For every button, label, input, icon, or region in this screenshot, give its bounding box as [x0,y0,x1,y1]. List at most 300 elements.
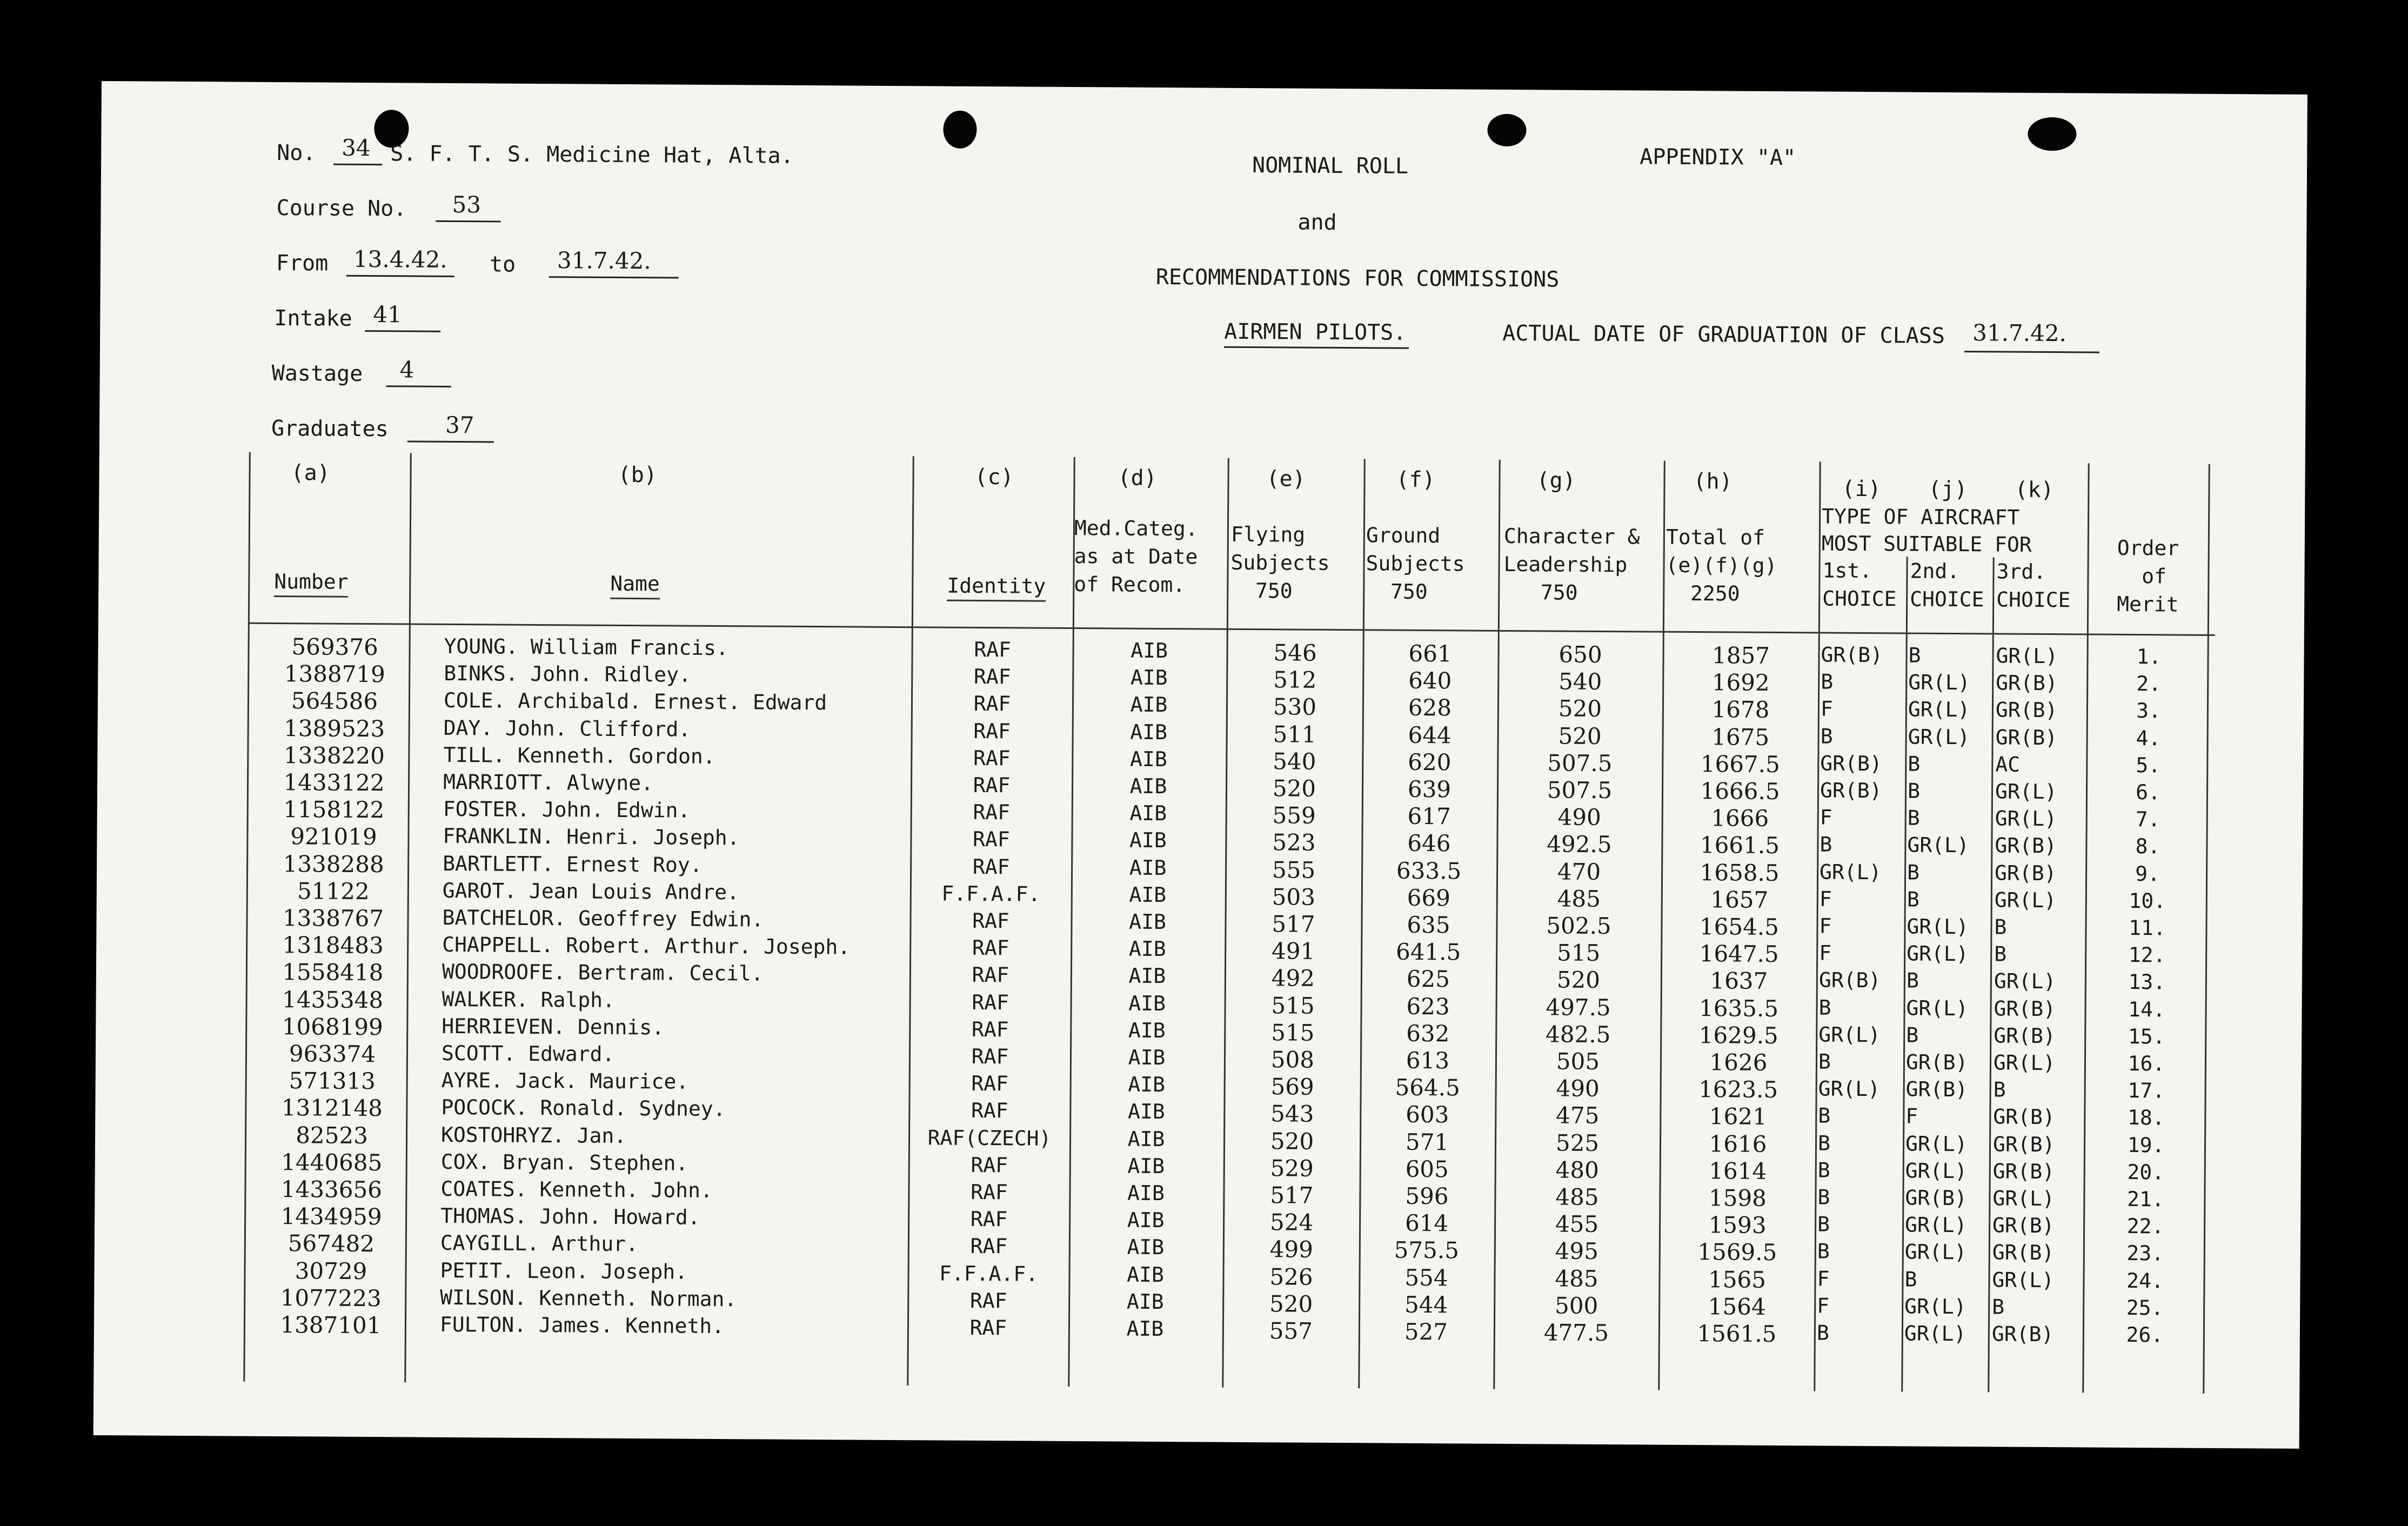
cell-med-category: AIB [1129,801,1167,826]
cell-flying: 540 [1273,748,1316,775]
cell-order-of-merit: 13. [2128,970,2166,994]
cell-second-choice: B [1908,643,1921,667]
cell-third-choice: GR(L) [1995,806,2057,831]
cell-order-of-merit: 25. [2126,1295,2164,1320]
cell-first-choice: F [1820,805,1832,829]
header-ground-subjects: Ground Subjects 750 [1366,523,1465,604]
cell-ground: 669 [1407,884,1451,912]
cell-total: 1629.5 [1698,1021,1778,1049]
cell-flying: 491 [1271,938,1315,965]
cell-second-choice: GR(L) [1908,725,1970,749]
cell-identity: RAF [971,1099,1008,1123]
cell-med-category: AIB [1127,1181,1165,1206]
cell-number: 569376 [291,633,378,661]
header-flying-subjects: Flying Subjects 750 [1230,522,1330,603]
cell-order-of-merit: 15. [2128,1024,2165,1049]
cell-number: 1433656 [280,1176,383,1203]
cell-ground: 596 [1405,1182,1449,1210]
cell-second-choice: B [1907,887,1919,912]
cell-number: 1158122 [283,796,385,824]
cell-second-choice: GR(L) [1904,1294,1966,1318]
cell-first-choice: GR(B) [1820,751,1882,775]
cell-identity: F.F.A.F. [939,1261,1039,1286]
cell-flying: 520 [1272,775,1316,802]
cell-flying: 517 [1270,1182,1314,1209]
cell-med-category: AIB [1129,909,1166,934]
cell-total: 1561.5 [1697,1320,1777,1347]
cell-identity: RAF [972,963,1009,987]
cell-identity: RAF [971,1153,1008,1177]
cell-identity: RAF(CZECH) [927,1125,1052,1150]
cell-identity: RAF [972,827,1010,852]
col-letter-h: (h) [1693,469,1733,494]
cell-first-choice: F [1820,697,1833,721]
cell-total: 1678 [1711,696,1770,724]
cell-total: 1658.5 [1700,859,1780,886]
cell-order-of-merit: 7. [2135,807,2160,832]
cell-third-choice: GR(B) [1996,671,2058,695]
cell-first-choice: B [1820,724,1833,748]
cell-med-category: AIB [1128,1018,1166,1042]
cell-first-choice: B [1818,1103,1831,1128]
cell-identity: RAF [971,1044,1009,1069]
cell-third-choice: GR(B) [1992,1240,2055,1265]
cell-third-choice: GR(L) [1994,969,2056,994]
cell-number: 1077223 [280,1284,382,1312]
cell-order-of-merit: 17. [2128,1079,2165,1103]
cell-number: 963374 [289,1040,376,1068]
cell-second-choice: GR(L) [1905,1159,1968,1183]
cell-number: 1068199 [282,1013,383,1041]
cell-character: 525 [1555,1129,1600,1156]
cell-flying: 503 [1272,884,1316,911]
header-name: Name [610,570,660,600]
cell-number: 30729 [295,1257,367,1284]
cell-character: 515 [1556,939,1601,967]
cell-identity: RAF [970,1207,1008,1231]
cell-first-choice: B [1817,1239,1830,1263]
col-letter-j: (j) [1928,477,1968,503]
cell-name: COATES. Kenneth. John. [440,1176,713,1202]
cell-order-of-merit: 16. [2128,1051,2165,1076]
cell-name: DAY. John. Clifford. [443,715,691,741]
cell-identity: RAF [969,1315,1007,1340]
cell-character: 485 [1557,885,1601,912]
cell-first-choice: GR(B) [1820,778,1882,803]
intake-value: 41 [373,301,402,328]
cell-med-category: AIB [1127,1262,1164,1287]
cell-total: 1565 [1708,1266,1767,1293]
col-letter-e: (e) [1266,466,1306,492]
from-value: 13.4.42. [353,245,447,273]
cell-identity: RAF [972,936,1009,960]
cell-first-choice: B [1818,1049,1831,1074]
cell-ground: 620 [1408,748,1452,776]
cell-order-of-merit: 5. [2136,753,2161,778]
cell-name: SCOTT. Edward. [441,1041,615,1066]
wastage-label: Wastage [271,360,363,386]
cell-flying: 559 [1272,802,1316,829]
cell-second-choice: GR(L) [1904,1321,1966,1346]
cell-total: 1614 [1709,1157,1767,1184]
ink-blot [1487,114,1526,146]
cell-second-choice: B [1904,1267,1917,1291]
no-label: No. [277,140,316,166]
no-value: 34 [342,134,371,162]
col-letter-c: (c) [974,464,1014,490]
cell-third-choice: B [1992,1295,2005,1319]
cell-second-choice: F [1905,1104,1918,1128]
cell-flying: 517 [1272,911,1315,938]
to-underline [549,276,679,278]
cell-name: KOSTOHRYZ. Jan. [440,1122,627,1148]
col-letter-k: (k) [2015,477,2054,503]
cell-third-choice: GR(L) [1993,1050,2056,1075]
cell-med-category: AIB [1127,1154,1165,1178]
header-first-choice: 1st. CHOICE [1822,558,1897,611]
cell-number: 564586 [291,687,378,715]
cell-flying: 526 [1269,1263,1313,1290]
cell-second-choice: GR(L) [1907,833,1969,858]
cell-character: 477.5 [1543,1319,1609,1347]
cell-flying: 492 [1271,965,1315,992]
header-order-of-merit: Order of Merit [2117,536,2179,617]
col-letter-b: (b) [618,462,657,488]
cell-second-choice: GR(L) [1907,914,1969,939]
header-second-choice: 2nd. CHOICE [1910,559,1984,612]
cell-third-choice: AC [1995,752,2021,777]
cell-second-choice: B [1907,806,1920,830]
cell-number: 1435348 [282,986,384,1013]
cell-number: 82523 [296,1121,369,1149]
cell-name: WALKER. Ralph. [442,987,616,1012]
cell-order-of-merit: 11. [2129,915,2166,940]
ink-blot [2028,117,2076,151]
wastage-underline [386,385,451,387]
cell-second-choice: B [1906,968,1919,993]
appendix-label: APPENDIX "A" [1640,144,1796,171]
cell-ground: 613 [1406,1047,1450,1074]
cell-total: 1635.5 [1698,994,1779,1022]
airmen-pilots-underline [1224,346,1409,349]
cell-number: 1433122 [283,769,385,797]
cell-identity: RAF [972,854,1010,879]
cell-order-of-merit: 21. [2126,1187,2164,1212]
cell-med-category: AIB [1129,774,1167,799]
cell-total: 1657 [1710,886,1769,913]
cell-ground: 614 [1404,1209,1449,1237]
cell-name: WILSON. Kenneth. Norman. [440,1285,737,1311]
cell-character: 470 [1557,858,1601,885]
intake-underline [365,330,440,332]
cell-ground: 603 [1406,1101,1449,1128]
cell-order-of-merit: 23. [2126,1241,2164,1266]
cell-identity: RAF [973,719,1011,743]
cell-character: 482.5 [1546,1021,1611,1048]
cell-total: 1666 [1711,805,1769,832]
cell-second-choice: GR(L) [1908,697,1970,722]
title-airmen-pilots: AIRMEN PILOTS. [1224,319,1407,345]
cell-order-of-merit: 10. [2129,888,2166,913]
cell-total: 1661.5 [1700,832,1780,859]
cell-identity: RAF [971,1072,1009,1096]
cell-identity: RAF [970,1234,1008,1259]
cell-first-choice: B [1818,995,1831,1020]
cell-second-choice: GR(L) [1908,670,1970,695]
cell-flying: 515 [1271,992,1315,1019]
cell-med-category: AIB [1129,828,1167,853]
cell-flying: 520 [1269,1290,1313,1317]
col-letter-i: (i) [1842,476,1881,502]
cell-character: 497.5 [1546,993,1611,1021]
course-value: 53 [452,191,481,218]
graduates-label: Graduates [271,416,389,442]
cell-first-choice: GR(L) [1819,860,1882,884]
cell-first-choice: B [1820,832,1832,856]
cell-number: 1388719 [284,660,385,688]
cell-med-category: AIB [1127,1208,1165,1233]
cell-ground: 628 [1408,694,1452,721]
cell-name: TILL. Kenneth. Gordon. [443,742,715,768]
cell-number: 1434959 [280,1203,382,1230]
cell-number: 1440685 [281,1148,383,1176]
cell-character: 480 [1555,1156,1599,1183]
cell-first-choice: F [1819,887,1832,911]
cell-third-choice: GR(B) [1995,833,2057,858]
cell-character: 492.5 [1547,831,1612,858]
cell-first-choice: GR(B) [1818,968,1881,993]
cell-ground: 575.5 [1394,1237,1460,1264]
cell-total: 1692 [1711,669,1770,697]
cell-flying: 524 [1269,1209,1314,1236]
graduates-value: 37 [445,411,474,439]
cell-med-category: AIB [1129,882,1167,907]
ink-blot [943,111,976,149]
cell-med-category: AIB [1130,693,1168,717]
cell-ground: 646 [1407,830,1451,857]
cell-flying: 557 [1269,1317,1313,1344]
cell-flying: 520 [1270,1127,1314,1155]
header-most-suitable: MOST SUITABLE FOR [1821,531,2032,557]
cell-third-choice: B [1994,915,2007,939]
cell-number: 1312148 [281,1094,383,1122]
cell-ground: 641.5 [1395,938,1461,966]
cell-ground: 571 [1405,1128,1449,1155]
cell-second-choice: GR(L) [1904,1213,1967,1237]
cell-first-choice: B [1817,1158,1830,1182]
cell-med-category: AIB [1128,991,1166,1015]
cell-third-choice: GR(L) [1995,779,2057,804]
cell-first-choice: GR(B) [1821,642,1883,667]
cell-identity: RAF [971,1017,1009,1042]
cell-order-of-merit: 3. [2136,699,2161,723]
title-nominal-roll: NOMINAL ROLL [1252,153,1409,179]
cell-ground: 633.5 [1396,857,1462,884]
cell-third-choice: GR(B) [1994,996,2056,1021]
cell-ground: 564.5 [1395,1074,1460,1101]
cell-identity: F.F.A.F. [941,881,1041,906]
document-sheet [93,81,2307,1449]
cell-flying: 499 [1269,1236,1314,1263]
cell-name: COX. Bryan. Stephen. [440,1149,688,1175]
cell-character: 455 [1555,1210,1599,1238]
from-underline [346,275,454,277]
cell-med-category: AIB [1126,1316,1164,1341]
cell-ground: 640 [1408,667,1452,694]
cell-character: 520 [1558,722,1602,749]
cell-name: BARTLETT. Ernest Roy. [443,851,703,877]
cell-name: CHAPPELL. Robert. Arthur. Joseph. [442,933,851,959]
cell-character: 495 [1555,1237,1599,1265]
cell-total: 1857 [1711,642,1770,669]
graduation-underline [1964,351,2099,353]
cell-number: 51122 [297,878,370,905]
cell-med-category: AIB [1127,1100,1165,1124]
cell-order-of-merit: 12. [2128,943,2166,967]
cell-second-choice: GR(L) [1907,941,1969,966]
cell-med-category: AIB [1128,1045,1166,1070]
header-med-category: Med.Categ. as at Date of Recom. [1074,516,1198,597]
cell-character: 650 [1558,641,1602,668]
cell-med-category: AIB [1128,964,1166,988]
cell-order-of-merit: 4. [2136,726,2161,750]
cell-third-choice: GR(B) [1991,1322,2054,1347]
cell-identity: RAF [973,665,1011,689]
cell-ground: 644 [1408,721,1452,748]
cell-name: GAROT. Jean Louis Andre. [442,878,740,905]
cell-second-choice: GR(B) [1905,1050,1968,1075]
cell-third-choice: B [1993,1077,2006,1102]
cell-name: PETIT. Leon. Joseph. [440,1258,688,1284]
cell-med-category: AIB [1127,1235,1165,1260]
cell-character: 507.5 [1547,777,1613,804]
cell-identity: RAF [971,1180,1008,1204]
cell-name: MARRIOTT. Alwyne. [443,769,654,795]
cell-first-choice: B [1817,1131,1831,1155]
header-third-choice: 3rd. CHOICE [1996,559,2071,612]
cell-number: 567482 [287,1230,375,1257]
cell-second-choice: B [1908,752,1921,776]
cell-third-choice: GR(B) [1992,1132,2055,1156]
cell-third-choice: GR(L) [1992,1186,2055,1211]
cell-character: 540 [1558,668,1602,695]
header-rule [248,623,2215,636]
cell-name: YOUNG. William Francis. [444,634,728,660]
cell-identity: RAF [973,746,1011,771]
cell-flying: 512 [1273,666,1317,693]
cell-name: BATCHELOR. Geoffrey Edwin. [442,905,764,932]
cell-order-of-merit: 20. [2127,1160,2165,1184]
cell-ground: 554 [1404,1264,1448,1291]
cell-number: 1318483 [282,932,384,959]
cell-med-category: AIB [1127,1127,1165,1151]
cell-number: 1558418 [282,959,384,986]
cell-ground: 605 [1405,1155,1449,1183]
cell-second-choice: B [1907,860,1920,885]
course-underline [436,220,500,223]
cell-name: FULTON. James. Kenneth. [439,1312,725,1338]
cell-number: 1338220 [283,741,385,769]
cell-character: 505 [1556,1048,1600,1075]
cell-character: 520 [1556,966,1601,994]
cell-flying: 511 [1273,720,1316,748]
cell-med-category: AIB [1130,665,1168,690]
cell-ground: 635 [1407,911,1450,939]
cell-name: WOODROOFE. Bertram. Cecil. [442,960,764,986]
cell-first-choice: F [1819,941,1832,965]
header-number: Number [274,567,349,598]
cell-identity: RAF [973,773,1011,798]
cell-flying: 555 [1272,856,1316,884]
cell-second-choice: GR(L) [1906,996,1969,1020]
wastage-value: 4 [399,356,414,383]
cell-ground: 544 [1404,1291,1448,1318]
cell-first-choice: F [1817,1294,1830,1318]
cell-flying: 546 [1273,639,1317,666]
col-letter-d: (d) [1118,465,1157,491]
cell-first-choice: GR(L) [1818,1022,1881,1047]
cell-second-choice: GR(B) [1905,1186,1967,1210]
cell-flying: 523 [1272,829,1316,856]
cell-ground: 623 [1406,993,1450,1020]
cell-flying: 529 [1270,1155,1314,1182]
cell-second-choice: B [1906,1023,1919,1047]
cell-flying: 515 [1271,1019,1315,1046]
cell-number: 1338767 [282,905,384,932]
cell-order-of-merit: 24. [2126,1268,2164,1293]
col-letter-g: (g) [1536,468,1576,493]
cell-third-choice: GR(B) [1992,1213,2055,1238]
cell-third-choice: GR(B) [1994,1023,2056,1048]
cell-order-of-merit: 19. [2127,1133,2165,1157]
cell-total: 1621 [1709,1103,1767,1130]
cell-third-choice: GR(L) [1994,888,2057,912]
cell-ground: 625 [1406,966,1450,993]
cell-identity: RAF [972,908,1009,933]
cell-total: 1569.5 [1697,1239,1777,1266]
cell-number: 921019 [290,823,377,851]
cell-third-choice: GR(B) [1995,725,2058,749]
cell-flying: 508 [1270,1046,1315,1073]
cell-total: 1637 [1710,967,1768,995]
cell-order-of-merit: 6. [2136,780,2161,805]
cell-identity: RAF [973,800,1011,825]
cell-total: 1593 [1708,1212,1767,1239]
cell-first-choice: F [1817,1267,1830,1291]
cell-character: 507.5 [1547,749,1613,777]
header-total: Total of (e)(f)(g) 2250 [1665,525,1777,606]
graduation-value: 31.7.42. [1972,319,2067,347]
intake-label: Intake [274,305,352,331]
cell-ground: 632 [1406,1020,1450,1047]
cell-total: 1598 [1708,1184,1767,1212]
cell-med-category: AIB [1131,638,1168,663]
cell-med-category: AIB [1130,720,1168,744]
cell-third-choice: GR(B) [1994,861,2057,885]
cell-total: 1666.5 [1700,778,1780,805]
to-label: to [489,252,516,277]
cell-ground: 639 [1407,775,1452,803]
cell-order-of-merit: 8. [2135,834,2160,859]
cell-identity: RAF [973,692,1011,716]
cell-ground: 527 [1404,1318,1448,1346]
cell-name: FRANKLIN. Henri. Joseph. [443,824,740,850]
cell-number: 1387101 [280,1311,382,1339]
title-recommendations: RECOMMENDATIONS FOR COMMISSIONS [1155,264,1560,292]
cell-total: 1623.5 [1698,1076,1778,1103]
cell-med-category: AIB [1128,936,1166,961]
no-underline [333,164,382,166]
